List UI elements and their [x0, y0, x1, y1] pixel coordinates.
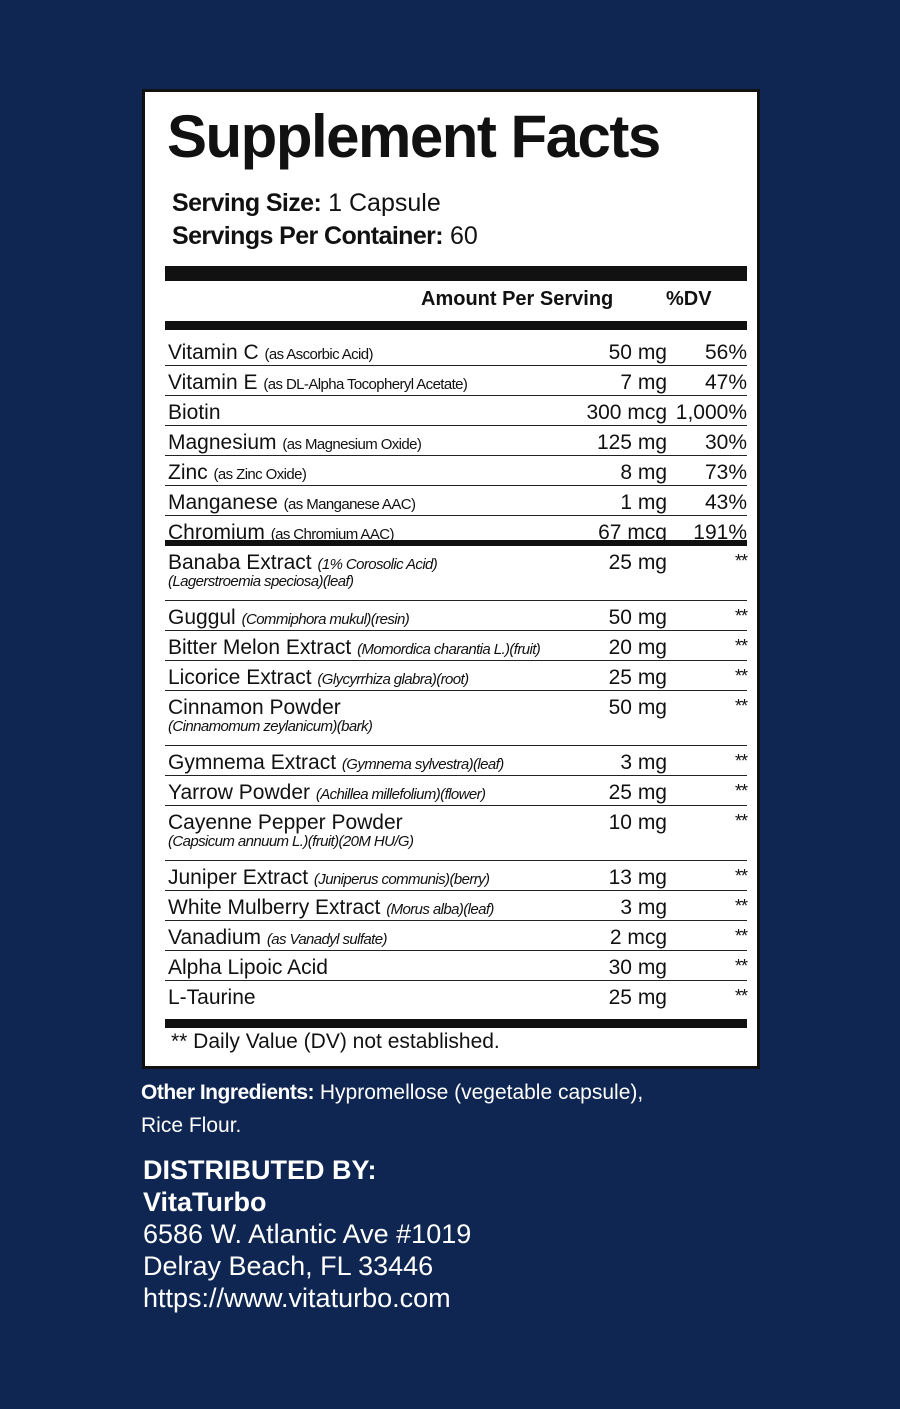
ingredient-amount: 50 mg	[608, 606, 667, 629]
ingredient-name-text: L-Taurine	[168, 986, 256, 1009]
supplement-facts-panel	[142, 89, 760, 1069]
ingredient-note: (Juniperus communis)(berry)	[313, 871, 490, 888]
ingredient-note: (as Vanadyl sulfate)	[266, 931, 387, 948]
ingredient-dv: 47%	[704, 371, 747, 394]
other-ingredients-text2: Rice Flour.	[141, 1114, 242, 1137]
other-ingredients-text: Hypromellose (vegetable capsule),	[319, 1081, 644, 1104]
ingredient-dv: **	[734, 781, 747, 801]
table-row	[165, 601, 747, 631]
table-row	[165, 951, 747, 981]
table-row	[165, 486, 747, 516]
servings-per-container-value: 60	[449, 222, 478, 250]
ingredient-amount: 30 mg	[608, 956, 667, 979]
ingredient-note: (as Zinc Oxide)	[213, 466, 307, 483]
label-title: Supplement Facts	[167, 103, 660, 170]
ingredient-name	[168, 551, 437, 575]
other-ingredients	[141, 1076, 761, 1142]
top-divider-bar	[165, 266, 747, 281]
ingredient-note: (as DL-Alpha Tocopheryl Acetate)	[263, 376, 468, 393]
ingredient-amount: 10 mg	[608, 811, 667, 834]
ingredient-dv: **	[734, 926, 747, 946]
table-row	[165, 516, 747, 546]
ingredient-dv: **	[734, 696, 747, 716]
ingredient-dv: **	[734, 811, 747, 831]
ingredient-note: (Gymnema sylvestra)(leaf)	[341, 756, 504, 773]
ingredient-name	[168, 926, 387, 950]
table-row	[165, 366, 747, 396]
table-row	[165, 691, 747, 746]
ingredient-dv: **	[734, 666, 747, 686]
serving-size-label: Serving Size:	[172, 189, 322, 217]
ingredient-amount: 3 mg	[620, 896, 667, 919]
ingredient-note: (1% Corosolic Acid)	[317, 556, 438, 573]
ingredient-amount: 8 mg	[620, 461, 667, 484]
ingredient-note: (Glycyrrhiza glabra)(root)	[317, 671, 469, 688]
header-dv: %DV	[666, 288, 712, 310]
ingredient-note: (Morus alba)(leaf)	[386, 901, 494, 918]
ingredient-name	[168, 751, 504, 775]
ingredient-name	[168, 401, 221, 425]
ingredient-name	[168, 371, 467, 395]
serving-size-value: 1 Capsule	[328, 189, 441, 217]
ingredient-dv: **	[734, 866, 747, 886]
table-row	[165, 891, 747, 921]
ingredient-name	[168, 461, 306, 485]
ingredient-note: (as Magnesium Oxide)	[282, 436, 422, 453]
table-row	[165, 981, 747, 1011]
ingredient-name-text: Bitter Melon Extract	[168, 636, 352, 659]
ingredient-dv: 1,000%	[675, 401, 747, 424]
ingredient-dv: **	[734, 986, 747, 1006]
ingredient-name-text: Yarrow Powder	[168, 781, 310, 804]
servings-per-container	[172, 222, 478, 251]
ingredient-amount: 50 mg	[608, 341, 667, 364]
ingredient-name-text: Licorice Extract	[168, 666, 312, 689]
ingredient-amount: 13 mg	[608, 866, 667, 889]
ingredient-amount: 1 mg	[620, 491, 667, 514]
table-row	[165, 921, 747, 951]
other-ingredients-label: Other Ingredients:	[141, 1081, 315, 1104]
ingredient-dv: **	[734, 896, 747, 916]
servings-per-container-label: Servings Per Container:	[172, 222, 444, 250]
ingredient-amount: 25 mg	[608, 781, 667, 804]
ingredient-dv: 56%	[704, 341, 747, 364]
serving-size	[172, 189, 441, 218]
distributor-heading: DISTRIBUTED BY:	[143, 1155, 377, 1185]
distributor-address2: Delray Beach, FL 33446	[143, 1251, 434, 1281]
ingredient-name-text: Chromium	[168, 521, 265, 544]
ingredient-name-text: Biotin	[168, 401, 221, 424]
distributor-company: VitaTurbo	[143, 1187, 267, 1217]
ingredient-name-text: Vitamin C	[168, 341, 259, 364]
ingredient-name	[168, 636, 540, 660]
ingredient-name-text: Vitamin E	[168, 371, 258, 394]
table-row	[165, 776, 747, 806]
ingredient-name	[168, 521, 394, 545]
ingredient-name	[168, 491, 415, 515]
table-row	[165, 456, 747, 486]
ingredient-note: (as Chromium AAC)	[270, 526, 394, 543]
ingredient-name-text: Cinnamon Powder	[168, 696, 341, 719]
table-row	[165, 806, 747, 861]
table-row	[165, 631, 747, 661]
table-row	[165, 861, 747, 891]
ingredient-source: (Cinnamomum zeylanicum)(bark)	[168, 718, 373, 735]
ingredient-dv: **	[734, 636, 747, 656]
ingredient-name	[168, 986, 256, 1010]
ingredient-amount: 20 mg	[608, 636, 667, 659]
ingredient-dv: 43%	[704, 491, 747, 514]
table-row	[165, 661, 747, 691]
ingredient-name-text: Alpha Lipoic Acid	[168, 956, 328, 979]
ingredient-dv: 73%	[704, 461, 747, 484]
ingredient-name-text: Magnesium	[168, 431, 277, 454]
bottom-divider-bar	[165, 1019, 747, 1028]
ingredient-name	[168, 606, 409, 630]
table-row	[165, 396, 747, 426]
ingredient-name-text: White Mulberry Extract	[168, 896, 381, 919]
ingredient-name-text: Juniper Extract	[168, 866, 309, 889]
ingredient-amount: 25 mg	[608, 551, 667, 574]
ingredient-amount: 67 mcg	[598, 521, 667, 544]
ingredient-dv: 191%	[693, 521, 747, 544]
ingredient-amount: 300 mcg	[586, 401, 667, 424]
header-divider-bar	[165, 321, 747, 330]
ingredient-name-text: Vanadium	[168, 926, 262, 949]
ingredient-table	[165, 336, 747, 1011]
ingredient-name	[168, 811, 403, 835]
ingredient-name-text: Manganese	[168, 491, 278, 514]
ingredient-name	[168, 956, 328, 980]
ingredient-name-text: Banaba Extract	[168, 551, 312, 574]
ingredient-name-text: Cayenne Pepper Powder	[168, 811, 403, 834]
header-amount: Amount Per Serving	[421, 288, 614, 310]
ingredient-dv: 30%	[704, 431, 747, 454]
ingredient-amount: 50 mg	[608, 696, 667, 719]
ingredient-note: (Commiphora mukul)(resin)	[241, 611, 410, 628]
ingredient-name	[168, 431, 421, 455]
distributor-website: https://www.vitaturbo.com	[143, 1283, 451, 1313]
ingredient-amount: 7 mg	[620, 371, 667, 394]
ingredient-note: (Momordica charantia L.)(fruit)	[357, 641, 541, 658]
ingredient-amount: 125 mg	[596, 431, 667, 454]
ingredient-dv: **	[734, 956, 747, 976]
ingredient-name-text: Gymnema Extract	[168, 751, 337, 774]
ingredient-name	[168, 341, 373, 365]
ingredient-name	[168, 866, 489, 890]
ingredient-source: (Lagerstroemia speciosa)(leaf)	[168, 573, 354, 590]
ingredient-amount: 2 mcg	[609, 926, 667, 949]
ingredient-name	[168, 666, 469, 690]
distributor-address1: 6586 W. Atlantic Ave #1019	[143, 1219, 472, 1249]
table-row	[165, 426, 747, 456]
ingredient-note: (as Manganese AAC)	[283, 496, 416, 513]
ingredient-amount: 25 mg	[608, 986, 667, 1009]
table-row	[165, 546, 747, 601]
ingredient-name-text: Guggul	[168, 606, 236, 629]
ingredient-dv: **	[734, 606, 747, 626]
ingredient-name	[168, 896, 494, 920]
footnote: ** Daily Value (DV) not established.	[171, 1030, 500, 1053]
ingredient-name	[168, 781, 485, 805]
ingredient-note: (as Ascorbic Acid)	[264, 346, 373, 363]
table-row	[165, 336, 747, 366]
ingredient-amount: 3 mg	[620, 751, 667, 774]
ingredient-source: (Capsicum annuum L.)(fruit)(20M HU/G)	[168, 833, 414, 850]
ingredient-note: (Achillea millefolium)(flower)	[315, 786, 486, 803]
ingredient-name-text: Zinc	[168, 461, 208, 484]
ingredient-dv: **	[734, 751, 747, 771]
ingredient-dv: **	[734, 551, 747, 571]
table-row	[165, 746, 747, 776]
distributor-block	[143, 1154, 471, 1314]
ingredient-amount: 25 mg	[608, 666, 667, 689]
ingredient-name	[168, 696, 341, 720]
